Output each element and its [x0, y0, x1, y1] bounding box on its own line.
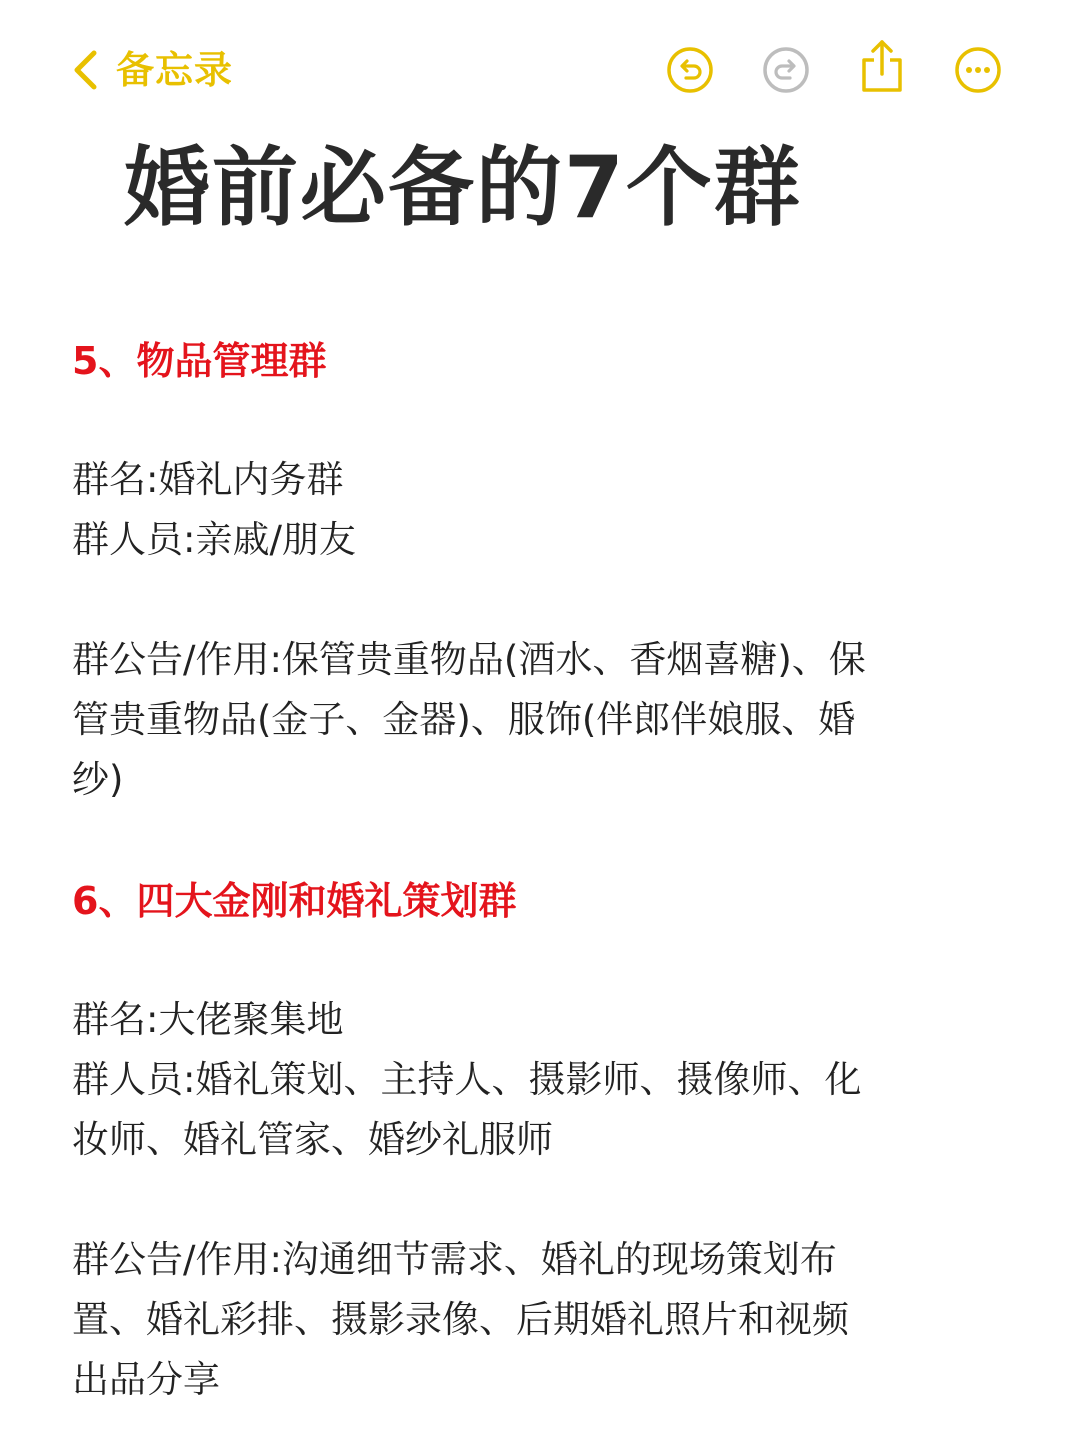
note-line[interactable]: 群名:大佬聚集地 — [72, 998, 344, 1041]
undo-icon — [664, 44, 716, 96]
note-line[interactable]: 群公告/作用:保管贵重物品(酒水、香烟喜糖)、保 — [72, 638, 866, 681]
note-line[interactable]: 纱) — [72, 758, 124, 801]
redo-icon — [760, 44, 812, 96]
note-line[interactable]: 群人员:婚礼策划、主持人、摄影师、摄像师、化 — [72, 1058, 862, 1101]
back-label: 备忘录 — [116, 48, 234, 92]
note-line[interactable]: 置、婚礼彩排、摄影录像、后期婚礼照片和视频 — [72, 1298, 849, 1341]
note-line[interactable]: 管贵重物品(金子、金器)、服饰(伴郎伴娘服、婚 — [72, 698, 856, 741]
undo-button[interactable] — [664, 44, 716, 96]
note-title[interactable]: 婚前必备的7个群 — [124, 138, 802, 238]
note-line[interactable]: 群人员:亲戚/朋友 — [72, 518, 356, 561]
chevron-left-icon — [72, 50, 98, 90]
back-button[interactable] — [72, 44, 233, 96]
redo-button[interactable] — [760, 44, 812, 96]
note-line[interactable]: 群公告/作用:沟通细节需求、婚礼的现场策划布 — [72, 1238, 837, 1281]
section-heading[interactable]: 6、四大金刚和婚礼策划群 — [72, 879, 517, 923]
note-line[interactable]: 妆师、婚礼管家、婚纱礼服师 — [72, 1118, 553, 1161]
more-button[interactable] — [952, 44, 1004, 96]
note-line[interactable]: 出品分享 — [72, 1358, 220, 1401]
share-button[interactable] — [856, 38, 908, 90]
note-line[interactable]: 群名:婚礼内务群 — [72, 458, 344, 501]
top-nav-bar — [0, 0, 1080, 130]
share-icon — [856, 38, 908, 96]
more-icon — [952, 44, 1004, 96]
section-heading[interactable]: 5、物品管理群 — [72, 339, 327, 383]
